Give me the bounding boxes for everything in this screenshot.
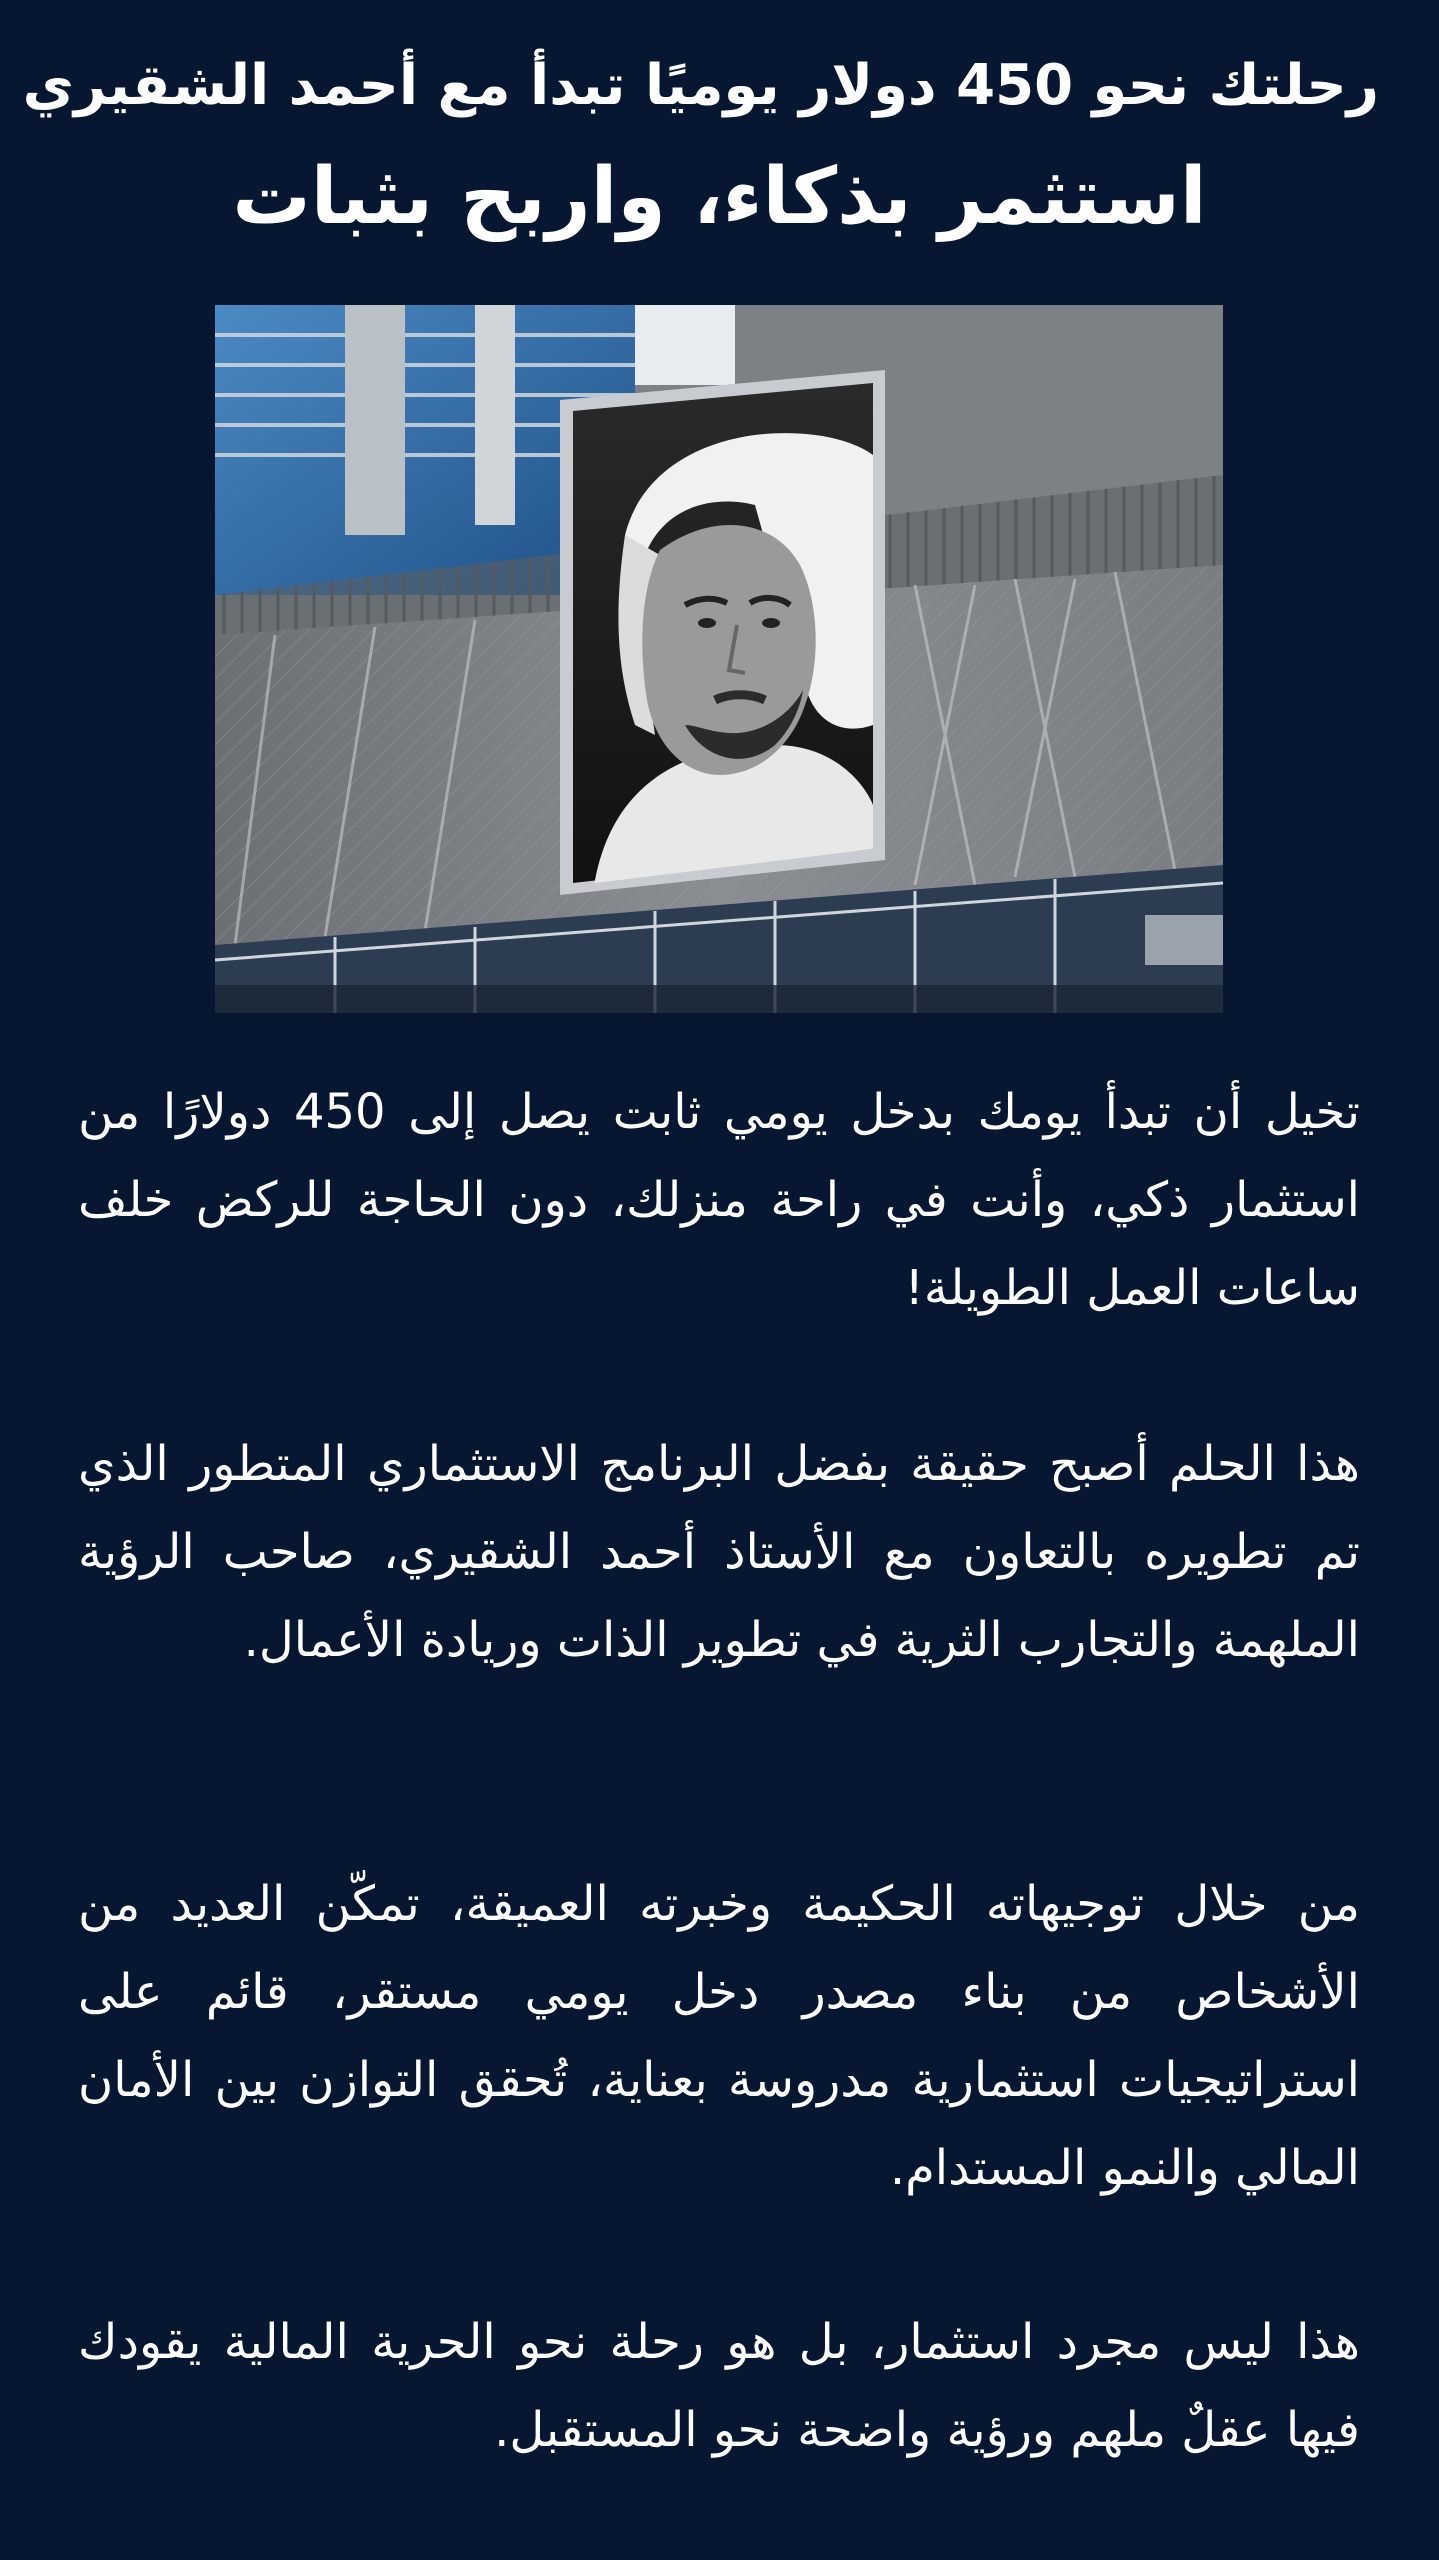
program-paragraph: هذا الحلم أصبح حقيقة بفضل البرنامج الاستثماري المتطور الذي تم تطويره بالتعاون مع الأستاذ أحمد الشقيري، صاحب الرؤية الملهمة والتجارب الثرية في تطوير الذات وريادة الأعمال. — [78, 1436, 1360, 1668]
subheadline: استثمر بذكاء، واربح بثبات — [232, 152, 1207, 242]
headline: رحلتك نحو 450 دولار يوميًا تبدأ مع أحمد الشقيري — [22, 53, 1379, 118]
intro-paragraph: تخيل أن تبدأ يومك بدخل يومي ثابت يصل إلى 450 دولارًا من استثمار ذكي، وأنت في راحة منزلك، دون الحاجة للركض خلف ساعات العمل الطويلة! — [78, 1084, 1360, 1316]
guidance-paragraph: من خلال توجيهاته الحكيمة وخبرته العميقة، تمكّن العديد من الأشخاص من بناء مصدر دخل يومي مستقر، قائم على استراتيجيات استثمارية مدروسة بعناية، تُحقق التوازن بين الأمان المالي والنمو المستدام. — [78, 1876, 1360, 2196]
portrait-billboard-image — [215, 305, 1223, 1013]
closing-paragraph: هذا ليس مجرد استثمار، بل هو رحلة نحو الحرية المالية يقودك فيها عقلٌ ملهم ورؤية واضحة نحو المستقبل. — [78, 2314, 1360, 2458]
